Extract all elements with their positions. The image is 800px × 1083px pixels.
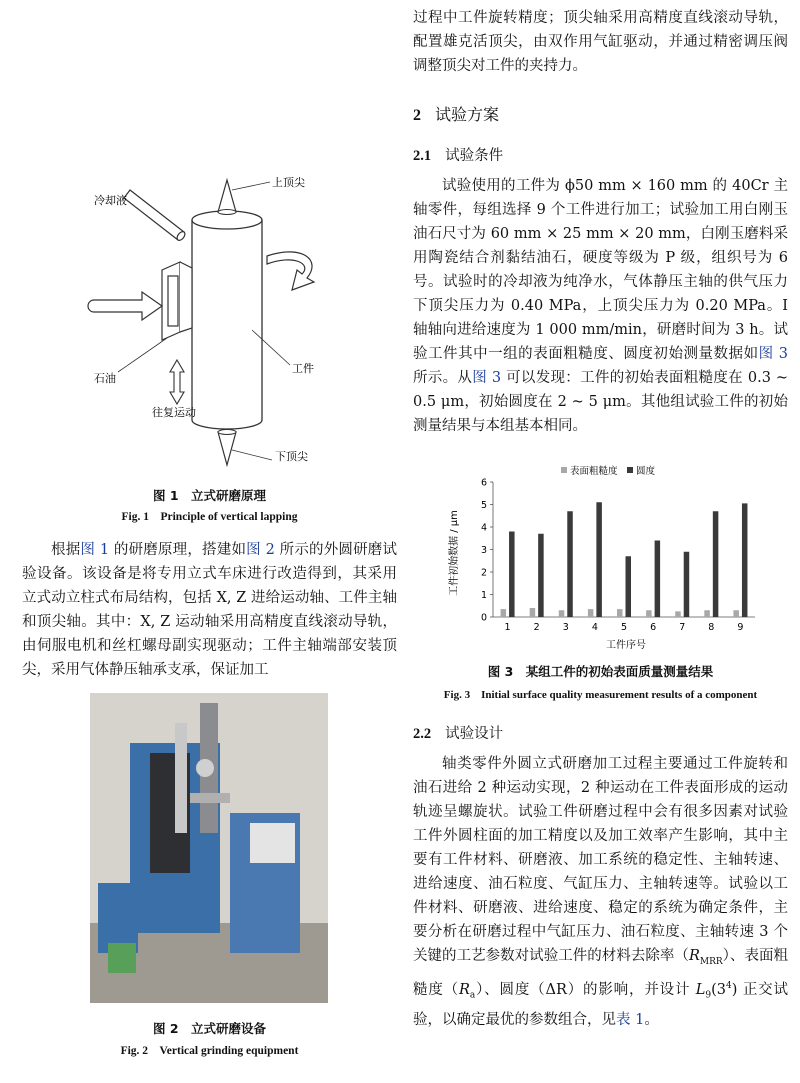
- section-2-heading: 2 试验方案: [413, 105, 500, 124]
- label-reciprocate: 往复运动: [152, 406, 196, 419]
- fig2-link[interactable]: 图 2: [246, 542, 275, 558]
- label-oilstone: 石油: [94, 372, 116, 385]
- bar-roughness: [501, 609, 507, 617]
- x-tick-label: 7: [679, 622, 686, 633]
- x-tick-label: 1: [504, 622, 511, 633]
- y-tick-label: 3: [480, 545, 487, 556]
- right-paragraph-2: 轴类零件外圆立式研磨加工过程主要通过工件旋转和油石进给 2 种运动实现，2 种运动在工件表面形成的运动轨迹呈螺旋状。试验工件研磨过程中会有很多因素对试验工件外圆柱面的加工精度以及加工效率产生影响，其中主要有工件材料、研磨液、加工系统的稳定性、主轴转速、进给速度、油石粒度、气缸压力、主轴转速等。试验以工件材料、研磨液、进给速度、稳定的系统为确定条件，主要分析在研磨过程中气缸压力、油石粒度、主轴转速 3 个关键的工艺参数对试验工件的材料去除率$(R_{MRR})$、表面粗糙度$(R_a)$、圆度（ΔR）的影响，并设计 $L_9(3^4)$ 正交试验，以确定最优的参数组合，见表 1。: [413, 756, 789, 1028]
- bar-roughness: [559, 610, 565, 617]
- bar-roundness: [626, 556, 632, 617]
- y-tick-label: 6: [480, 477, 487, 489]
- label-coolant: 冷却液: [94, 194, 127, 207]
- fig3-chart: [443, 458, 763, 654]
- bar-roundness: [655, 541, 661, 618]
- right-paragraph-1: 试验使用的工件为 ϕ50 mm × 160 mm 的 40Cr 主轴零件，每组选择 9 个工件进行加工；试验加工用白刚玉油石尺寸为 60 mm × 25 mm × 20 mm，白刚玉磨料采用陶瓷结合剂黏结油石，硬度等级为 P 级，组织号为 6 号。试验时的冷却液为纯净水，气体静压主轴的供气压力下顶尖压力为 0.40 MPa，上顶尖压力为 0.20 MPa。I 轴轴向进给速度为 1 000 mm/min，研磨时间为 3 h。试验工件其中一组的表面粗糙度、圆度初始测量数据如图 3 所示。从图 3 可以发现：工件的初始表面粗糙度在 0.3 ~ 0.5 μm，初始圆度在 2 ~ 5 μm。其他组试验工件的初始测量结果与本组基本相同。: [413, 178, 788, 434]
- fig1-diagram: [22, 160, 397, 480]
- bar-roundness: [538, 534, 544, 617]
- fig2-caption-en: Fig. 2 Vertical grinding equipment: [120, 1045, 299, 1057]
- fig3-caption-cn: 图 3 某组工件的初始表面质量测量结果: [487, 664, 714, 679]
- bar-roundness: [713, 511, 719, 617]
- fig2-photo: [90, 693, 328, 1003]
- bar-roughness: [646, 610, 652, 617]
- y-axis-label: 工件初始数据 / μm: [449, 510, 460, 596]
- reciprocate-arrow: [170, 360, 184, 404]
- bar-roughness: [733, 610, 739, 617]
- y-tick-label: 0: [480, 612, 487, 624]
- fig2-caption-cn: 图 2 立式研磨设备: [152, 1021, 267, 1036]
- y-tick-label: 5: [480, 500, 487, 511]
- y-tick-label: 2: [480, 567, 487, 579]
- bar-roughness: [530, 608, 536, 617]
- label-bottom-center: 下顶尖: [275, 450, 308, 463]
- fig1-link[interactable]: 图 1: [80, 542, 110, 558]
- bar-roundness: [684, 552, 690, 617]
- y-tick-label: 1: [480, 590, 487, 601]
- x-tick-label: 9: [737, 622, 744, 633]
- bar-roundness: [742, 503, 748, 617]
- x-tick-label: 3: [562, 622, 569, 633]
- x-tick-label: 6: [650, 622, 657, 633]
- bar-roughness: [675, 611, 681, 617]
- legend-label-roughness: 表面粗糙度: [570, 466, 618, 477]
- section-2-2-heading: 2.2 试验设计: [413, 726, 504, 742]
- oilstone-block: [162, 262, 192, 340]
- x-tick-label: 5: [620, 622, 628, 633]
- bar-roughness: [704, 610, 710, 617]
- chart-legend: [561, 465, 656, 477]
- top-center-cone: [218, 180, 236, 212]
- table1-link[interactable]: 表 1: [616, 1011, 645, 1028]
- fig3-link-2[interactable]: 图 3: [472, 370, 502, 386]
- x-tick-label: 4: [591, 622, 598, 633]
- label-workpiece: 工件: [292, 362, 314, 375]
- legend-label-roundness: 圆度: [636, 466, 656, 477]
- x-tick-label: 2: [533, 622, 540, 633]
- label-top-center: 上顶尖: [272, 176, 305, 189]
- fig1-caption-cn: 图 1 立式研磨原理: [152, 488, 267, 503]
- fig3-caption-en: Fig. 3 Initial surface quality measurement results of a component: [443, 689, 758, 701]
- y-tick-label: 4: [480, 522, 487, 534]
- fig1-caption-en: Fig. 1 Principle of vertical lapping: [121, 511, 298, 523]
- right-paragraph-0: 过程中工件旋转精度；顶尖轴采用高精度直线滚动导轨，配置雄克活顶尖，由双作用气缸驱动，并通过精密调压阀调整顶尖对工件的夹持力。: [413, 10, 788, 74]
- feed-arrow: [88, 292, 162, 320]
- bar-roughness: [588, 609, 594, 617]
- workpiece-cylinder: [192, 211, 262, 429]
- coolant-tube: [124, 190, 186, 242]
- bar-roundness: [567, 511, 573, 617]
- left-paragraph-1: 根据图 1 的研磨原理，搭建如图 2 所示的外圆研磨试验设备。该设备是将专用立式车床进行改造得到，其采用立式动立柱式布局结构，包括 X, Z 进给运动轴、工件主轴和顶尖轴。其中：X, Z 运动轴采用高精度直线滚动导轨，由伺服电机和丝杠螺母副实现驱动；工件主轴端部安装顶尖，采用气体静压轴承支承，保证加工: [22, 542, 397, 678]
- x-axis-label: 工件序号: [606, 640, 646, 651]
- rotation-arrow: [267, 252, 314, 290]
- bar-roundness: [596, 502, 602, 617]
- legend-swatch-roundness: [627, 467, 633, 473]
- bar-roughness: [617, 609, 623, 617]
- bottom-center-cone: [218, 432, 236, 465]
- bar-roundness: [509, 532, 515, 618]
- x-tick-label: 8: [708, 622, 715, 633]
- fig3-link-1[interactable]: 图 3: [758, 346, 788, 362]
- legend-swatch-roughness: [561, 467, 567, 473]
- section-2-1-heading: 2.1 试验条件: [413, 148, 504, 164]
